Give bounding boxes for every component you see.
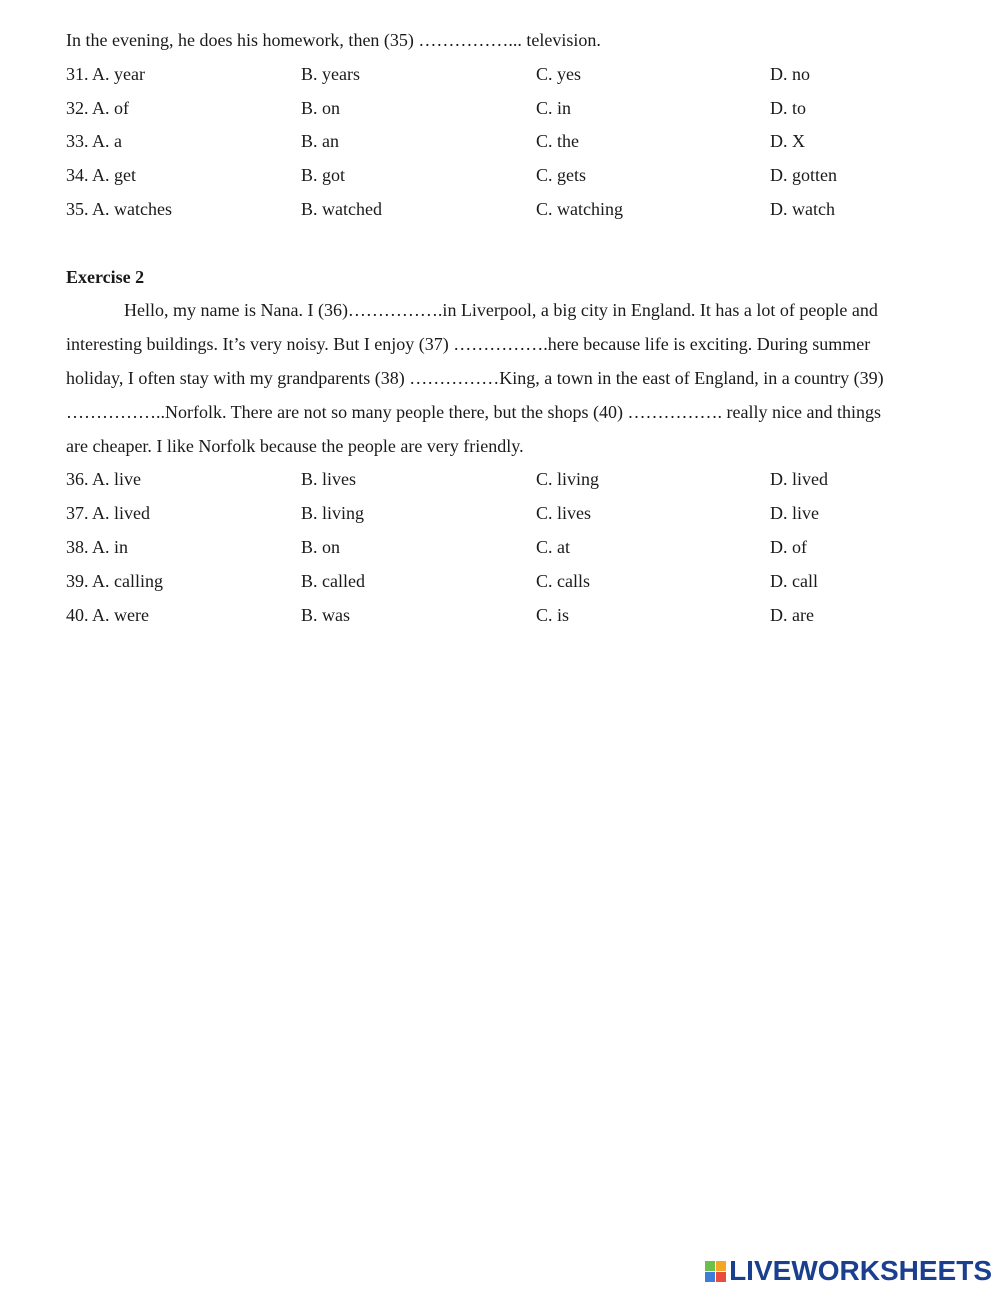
- option-d[interactable]: D. no: [770, 63, 810, 84]
- logo-block-blue: [705, 1272, 715, 1282]
- option-b[interactable]: B. lives: [301, 469, 357, 490]
- option-b[interactable]: B. living: [301, 503, 365, 524]
- option-b[interactable]: B. an: [301, 131, 339, 152]
- option-d[interactable]: D. watch: [770, 198, 835, 219]
- question-row: [66, 565, 966, 599]
- exercise1-options: [66, 58, 966, 227]
- passage-line: are cheaper. I like Norfolk because the people are very friendly.: [66, 435, 524, 456]
- worksheet-page: [66, 24, 966, 632]
- option-c[interactable]: C. at: [536, 536, 570, 557]
- option-d[interactable]: D. are: [770, 604, 814, 625]
- passage-line: holiday, I often stay with my grandparents (38) ……………King, a town in the east of England, in a country (39): [66, 367, 884, 388]
- option-b[interactable]: B. got: [301, 165, 346, 186]
- option-c[interactable]: C. calls: [536, 570, 590, 591]
- option-c[interactable]: C. is: [536, 604, 570, 625]
- option-c[interactable]: C. lives: [536, 503, 592, 524]
- option-b[interactable]: B. years: [301, 63, 360, 84]
- passage-line: Hello, my name is Nana. I (36)…………….in Liverpool, a big city in England. It has a lot of people and: [124, 300, 878, 321]
- question-row: [66, 58, 966, 92]
- option-c[interactable]: C. gets: [536, 165, 587, 186]
- passage-line: interesting buildings. It’s very noisy. But I enjoy (37) …………….here because life is exciting. During summer: [66, 334, 871, 355]
- question-row: [66, 159, 966, 193]
- option-b[interactable]: B. watched: [301, 198, 382, 219]
- option-d[interactable]: D. live: [770, 503, 819, 524]
- question-row: [66, 599, 966, 633]
- option-d[interactable]: D. lived: [770, 469, 828, 490]
- option-a[interactable]: 33. A. a: [66, 131, 122, 152]
- logo-text: LIVEWORKSHEETS: [729, 1255, 992, 1286]
- option-c[interactable]: C. the: [536, 131, 579, 152]
- question-row: [66, 463, 966, 497]
- option-c[interactable]: C. yes: [536, 63, 581, 84]
- option-d[interactable]: D. call: [770, 570, 818, 591]
- logo-blocks-icon: [705, 1261, 726, 1282]
- option-b[interactable]: B. on: [301, 536, 341, 557]
- question-row: [66, 531, 966, 565]
- option-c[interactable]: C. in: [536, 97, 572, 118]
- exercise2-passage: [66, 294, 966, 463]
- option-b[interactable]: B. was: [301, 604, 350, 625]
- option-d[interactable]: D. to: [770, 97, 806, 118]
- option-b[interactable]: B. on: [301, 97, 341, 118]
- option-a[interactable]: 37. A. lived: [66, 503, 150, 524]
- logo-block-orange: [716, 1261, 726, 1271]
- exercise2-options: [66, 463, 966, 632]
- option-a[interactable]: 38. A. in: [66, 536, 129, 557]
- option-c[interactable]: C. living: [536, 469, 600, 490]
- option-d[interactable]: D. of: [770, 536, 807, 557]
- intro-line: In the evening, he does his homework, then (35) ……………... television.: [66, 30, 601, 50]
- logo-block-red: [716, 1272, 726, 1282]
- question-row: [66, 92, 966, 126]
- option-a[interactable]: 34. A. get: [66, 165, 136, 186]
- question-row: [66, 125, 966, 159]
- option-c[interactable]: C. watching: [536, 198, 623, 219]
- option-a[interactable]: 35. A. watches: [66, 198, 172, 219]
- question-row: [66, 497, 966, 531]
- option-b[interactable]: B. called: [301, 570, 365, 591]
- option-a[interactable]: 40. A. were: [66, 604, 149, 625]
- liveworksheets-logo[interactable]: [705, 1254, 992, 1288]
- option-a[interactable]: 31. A. year: [66, 63, 145, 84]
- exercise2-heading: Exercise 2: [66, 266, 145, 287]
- option-a[interactable]: 39. A. calling: [66, 570, 163, 591]
- option-a[interactable]: 32. A. of: [66, 97, 129, 118]
- question-row: [66, 193, 966, 227]
- option-a[interactable]: 36. A. live: [66, 469, 141, 490]
- option-d[interactable]: D. gotten: [770, 165, 837, 186]
- logo-block-green: [705, 1261, 715, 1271]
- spacer: [66, 227, 966, 261]
- option-d[interactable]: D. X: [770, 131, 805, 152]
- passage-line: ……………..Norfolk. There are not so many people there, but the shops (40) ……………. really nice and things: [66, 401, 881, 422]
